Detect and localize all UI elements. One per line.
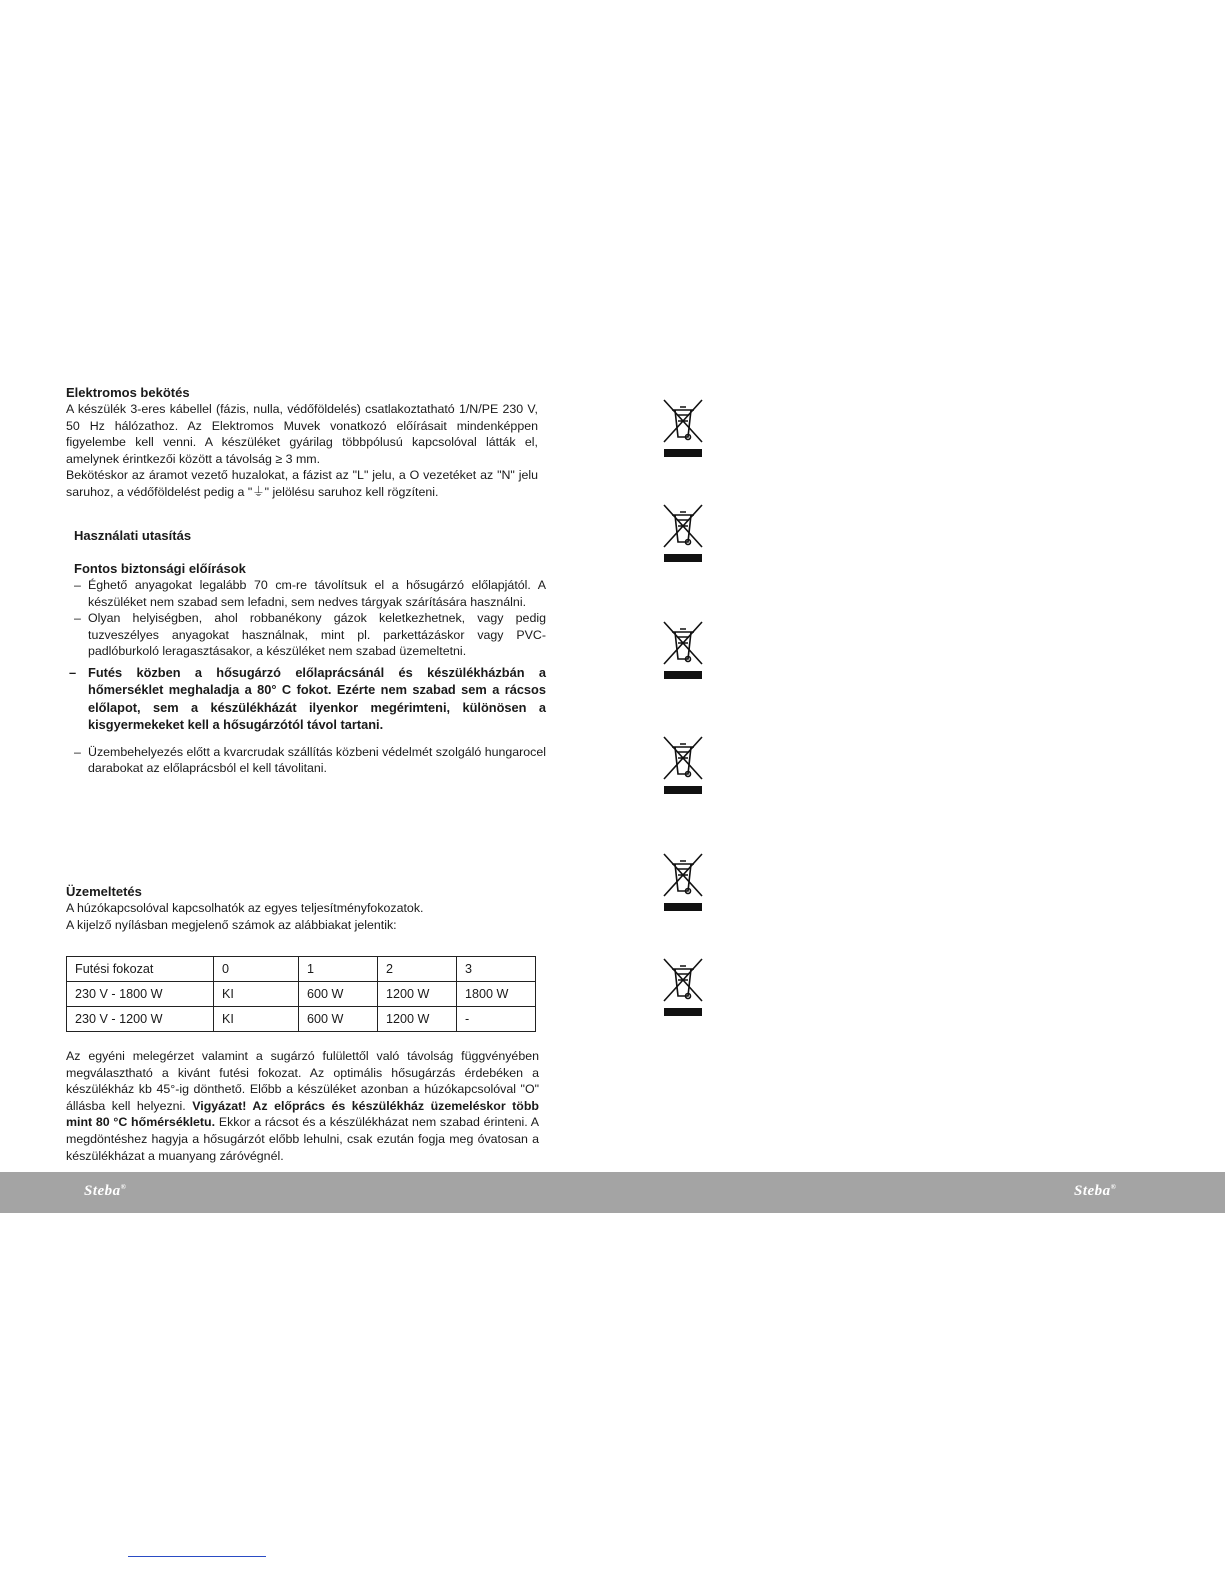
table-cell: 230 V - 1800 W (67, 982, 214, 1007)
heading-safety: Fontos biztonsági előírások (74, 561, 246, 576)
table-cell: 1 (299, 957, 378, 982)
steba-logo-right: Steba ® (1074, 1183, 1116, 1200)
section-electrical (66, 384, 538, 501)
section-operation (66, 883, 538, 933)
weee-bin-icon (662, 620, 704, 680)
bottom-divider (128, 1556, 266, 1557)
table-row (67, 982, 536, 1007)
steba-logo-left: Steba ® (84, 1183, 126, 1200)
safety-rule-bold: – Futés közben a hősugárzó előlaprácsánál és készülékházbán a hőmerséklet meghaladja a 80° C fokot. Ezérte nem szabad sem a rácsos előlapot, sem a készülékházát ilyenkor megérimteni, különösen a kisgyermekeket kell a hősugárzótól távol tartani. (69, 664, 546, 733)
safety-rule: – Éghető anyagokat legalább 70 cm-re távolítsuk el a hősugárzó előlapjától. A készüléket nem szabad sem lefadni, sem nedves tárgyak szárítására használni. (74, 578, 546, 609)
table-cell: 230 V - 1200 W (67, 1007, 214, 1032)
table-cell: 1200 W (378, 1007, 457, 1032)
weee-bin-icon (662, 957, 704, 1017)
table-header-row (67, 957, 536, 982)
table-cell: 3 (457, 957, 536, 982)
heat-level-table (66, 956, 536, 1032)
weee-bin-icon (662, 852, 704, 912)
safety-rule: – Olyan helyiségben, ahol robbanékony gázok keletkezhetnek, vagy pedig tuzveszélyes anyagokat használnak, mint pl. parkettázáskor vagy PVC-padlóburkoló leragasztásakor, a készüléket nem szabad üzemeltetni. (74, 611, 546, 659)
heading-electrical: Elektromos bekötés (66, 385, 190, 400)
weee-bin-icon (662, 503, 704, 563)
electrical-text: A készülék 3-eres kábellel (fázis, nulla, védőföldelés) csatlakoztatható 1/N/PE 230 V, 50 Hz hálózathoz. Az Elektromos Muvek vonatkozó előírásait mindenképpen figyelembe kell venni. A készüléket gyárilag többpólusú kapcsolóval látták el, amelynek érintkezői között a távolság ≥ 3 mm. (66, 402, 538, 466)
electrical-text-2: Bekötéskor az áramot vezető huzalokat, a fázist az "L" jelu, a O vezetéket az "N" jelu saruhoz, a védőföldelést pedig a "⏚" jelölésu saruhoz kell rögzíteni. (66, 468, 538, 499)
operation-line-2: A kijelző nyílásban megjelenő számok az alábbiakat jelentik: (66, 917, 397, 932)
warning-text: Vigyázat! Az előprács és készülékház üzemeléskor több mint 80 °C hőmérsékletu. (66, 1098, 539, 1130)
safety-rule: – Üzembehelyezés előtt a kvarcrudak szállítás közbeni védelmét szolgáló hungarocel darabokat az előlaprácsból el kell távolitani. (74, 744, 547, 776)
table-cell: 1200 W (378, 982, 457, 1007)
footer-bar (0, 1172, 1225, 1213)
tilt-paragraph: Az egyéni melegérzet valamint a sugárzó fulülettől való távolság függvényében megválasztható a kivánt futési fokozat. Az optimális hősugárzás érdebéken a készülékház kb 45°-ig dönthető. Előbb a készüléket azonban a húzókapcsolóval "O" állásba kell helyezni. Vigyázat! Az előprács és készülékház üzemeléskor több mint 80 °C hőmérsékletu. Ekkor a rácsot és a készülékházat nem szabad érinteni. A megdöntéshez hagyja a hősugárzót előbb lehulni, csak ezután fogja meg óvatosan a készülékházat a muanyang záróvégnél. (66, 1049, 539, 1163)
table-cell: 0 (214, 957, 299, 982)
weee-bin-icon (662, 398, 704, 458)
heading-usage: Használati utasítás (74, 528, 192, 543)
table-cell: - (457, 1007, 536, 1032)
table-cell: Futési fokozat (67, 957, 214, 982)
table-cell: 600 W (299, 982, 378, 1007)
table-row (67, 1007, 536, 1032)
table-cell: KI (214, 1007, 299, 1032)
table-cell: 600 W (299, 1007, 378, 1032)
section-usage (74, 527, 546, 544)
table-cell: KI (214, 982, 299, 1007)
heading-operation: Üzemeltetés (66, 884, 142, 899)
section-tilt-instructions (66, 1048, 539, 1164)
table-cell: 1800 W (457, 982, 536, 1007)
weee-bin-icon (662, 735, 704, 795)
section-safety (69, 560, 547, 777)
operation-line-1: A húzókapcsolóval kapcsolhatók az egyes teljesítményfokozatok. (66, 901, 424, 915)
table-cell: 2 (378, 957, 457, 982)
